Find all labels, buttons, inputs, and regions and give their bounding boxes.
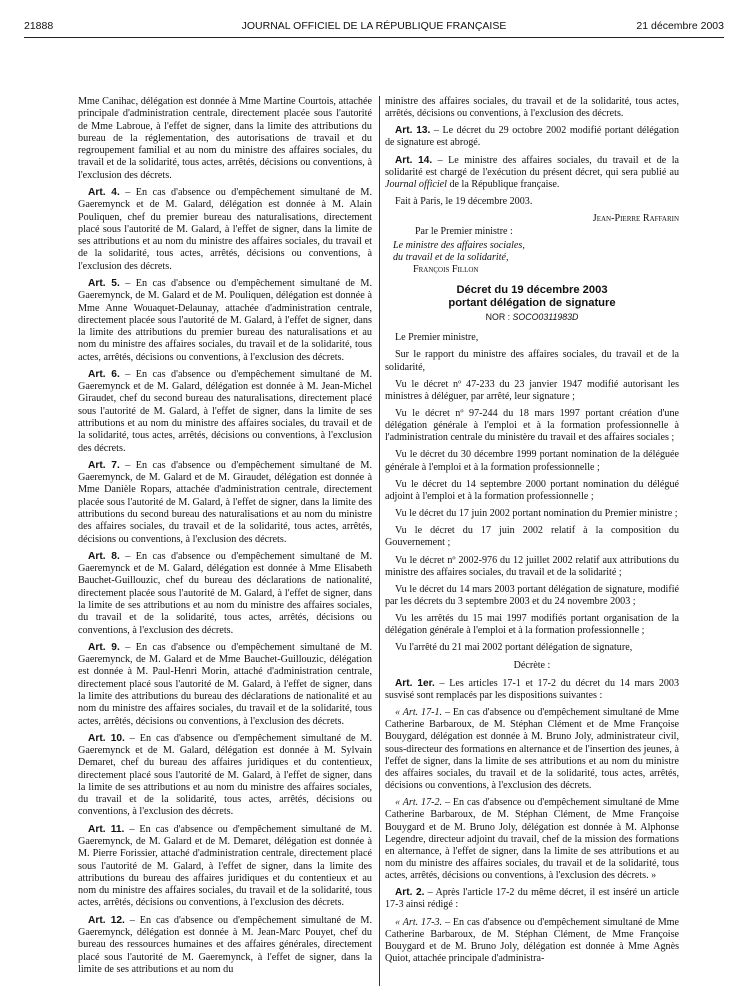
article-label: Art. 6. [88,368,120,380]
article-text: – En cas d'absence ou d'empêchement simultané de M. Gaeremynck et de M. Galard, délégation est donnée à M. Jean-Michel Giraudet, chef du second bureau des naturalisations, directement placé sous l'autorité de M. Galard, à l'effet de signer, dans la limite de ses attributions et au nom du ministre des affaires sociales, du travail et de la solidarité, tous actes, arrêtés, décisions ou conventions, à l'exclusion des décrets. [78,368,372,454]
article [78,460,372,546]
article-14 [385,155,679,191]
by-prime-minister: Par le Premier ministre : [415,226,513,238]
decree-title [385,284,679,310]
article [78,551,372,637]
article-label: Art. 13. [395,125,431,137]
article-label: « Art. 17-3. [395,916,443,928]
nor-code: SOCO0311983D [512,312,579,323]
article-text: – Après l'article 17-2 du même décret, il est inséré un article 17-3 ainsi rédigé : [385,887,679,911]
page-number: 21888 [24,20,54,32]
article-text: – En cas d'absence ou d'empêchement simultané de M. Gaeremynck, de M. Galard et de M. Demaret, délégation est donnée à M. Pierre Forissier, attaché d'administration centrale, directement placé sous l'autorité de M. Galard, à l'effet de signer, dans la limite des attributions du bureau des affaires juridiques et du contentieux et au nom du ministre des affaires sociales, du travail et de la solidarité, tous actes, arrêtés, décisions ou conventions, à l'exclusion des décrets. [78,823,372,909]
nor-label: NOR : [485,312,513,323]
quoted-article-17-2 [385,797,679,882]
article [78,915,372,976]
article-text: – En cas d'absence ou d'empêchement simultané de Mme Catherine Barbaroux, de M. Stéphan Clément, de Mme Françoise Bouygard et de M. Bruno Joly, délégation est donnée à M. Alphonse Legendre, directeur adjoint du travail, chef de la mission des formations en alternance, à l'effet de signer, dans la limite de ses attributions et au nom du ministre des affaires sociales, du travail et de la solidarité, tous actes, arrêtés, décisions ou conventions, à l'exclusion des décrets. » [385,797,680,882]
article-label: « Art. 17-1. [395,707,443,719]
nor-reference [385,311,679,323]
column-separator [379,96,380,986]
right-column [385,96,679,970]
visa-paragraph: Vu le décret nº 2002-976 du 12 juillet 2002 relatif aux attributions du ministre des affaires sociales, du travail et de la solidarité ; [385,554,679,578]
article-text: – En cas d'absence ou d'empêchement simultané de Mme Catherine Barbaroux, de M. Stéphan Clément et de Mme Françoise Bouygard, délégation est donnée à M. Bruno Joly, administrateur civil, sous-directeur des formations en alternance et de l'insertion des jeunes, à l'effet de signer, dans la limite de ses attributions et au nom du ministre des affaires sociales, du travail et de la solidarité, tous actes, arrêtés, décisions ou conventions, à l'exclusion des décrets. [385,707,680,792]
article-label: Art. 14. [395,154,433,166]
minister-title-line-1: Le ministre des affaires sociales, [393,239,525,251]
visa-paragraph: Vu le décret du 17 juin 2002 portant nomination du Premier ministre ; [395,508,678,520]
continuation-paragraph: ministre des affaires sociales, du travail et de la solidarité, tous actes, arrêtés, décisions ou conventions, à l'exclusion des décrets. [385,96,679,120]
visa-paragraph: Vu les arrêtés du 15 mai 1997 modifiés portant organisation de la délégation générale à l'emploi et à la formation professionnelle ; [385,613,679,637]
article-label: Art. 5. [88,277,120,289]
visa-paragraph: Sur le rapport du ministre des affaires sociales, du travail et de la solidarité, [385,349,679,373]
visa-paragraph: Vu le décret nº 97-244 du 18 mars 1997 portant création d'une délégation générale à l'emploi et à la formation professionnelle à l'administration centrale du ministère du travail et des affaires sociales ; [385,407,679,444]
article-label: Art. 12. [88,914,125,926]
article-text: – En cas d'absence ou d'empêchement simultané de M. Gaeremynck, de M. Galard et de M. Pouliquen, délégation est donnée à Mme Anne Wouaquet-Delaunay, attachée d'administration centrale, directement placée sous l'autorité de M. Galard, à l'effet de signer, dans la limite des attributions du premier bureau des naturalisations et au nom du ministre des affaires sociales, du travail et de la solidarité, tous actes, arrêtés, décisions ou conventions, à l'exclusion des décrets. [78,277,372,363]
visa-paragraph: Vu le décret du 17 juin 2002 relatif à la composition du Gouvernement ; [385,525,679,549]
prime-minister-line: Le Premier ministre, [395,332,479,344]
article-text-end: de la République française. [446,178,560,190]
intro-paragraph: Mme Canihac, délégation est donnée à Mme Martine Courtois, attachée principale d'administration centrale, directement placée sous l'autorité de Mme Labroue, à l'effet de signer, dans la limite des attributions du bureau de la réglementation, des autorisations de travail et du regroupement familial et au nom du ministre des affaires sociales, du travail et de la solidarité, tous actes, arrêtés, décisions ou conventions, à l'exclusion des décrets. [78,96,372,181]
article-label: Art. 9. [88,641,120,653]
visa-paragraph: Vu le décret du 14 septembre 2000 portant nomination du délégué adjoint à l'emploi et à la formation professionnelle ; [385,478,679,502]
article [78,824,372,910]
article-label: Art. 1er. [395,677,435,689]
done-at: Fait à Paris, le 19 décembre 2003. [395,196,533,208]
article-text: – En cas d'absence ou d'empêchement simultané de M. Gaeremynck et de M. Galard, délégation est donnée à M. Alain Pouliquen, chef du premier bureau des naturalisations, directement placé sous l'autorité de M. Galard, à l'effet de signer, dans la limite de ses attributions et au nom du ministre des affaires sociales, du travail et de la solidarité, tous actes, arrêtés, décisions ou conventions, à l'exclusion des décrets. [78,186,372,272]
quoted-article-17-1 [385,707,679,792]
article-text: – En cas d'absence ou d'empêchement simultané de M. Gaeremynck, délégation est donnée à M. Jean-Marc Pouyet, chef du bureau des ressources humaines et des affaires générales, directement placé sous l'autorité de M. Gaeremynck, à l'effet de signer, dans la limite de ses attributions et au nom du [78,914,372,975]
article-text: – En cas d'absence ou d'empêchement simultané de M. Gaeremynck, de M. Galard et de M. Giraudet, délégation est donnée à Mme Danièle Ropars, attachée d'administration centrale, directement placée sous l'autorité de M. Galard, à l'effet de signer, dans la limite des attributions du second bureau des naturalisations et au nom du ministre des affaires sociales, du travail et de la solidarité, tous actes, arrêtés, décisions ou conventions, à l'exclusion des décrets. [78,459,372,545]
visa-paragraph: Vu l'arrêté du 21 mai 2002 portant délégation de signature, [395,642,633,654]
page-header [24,20,724,36]
quoted-article-17-3 [385,917,679,966]
article-text: – En cas d'absence ou d'empêchement simultané de M. Gaeremynck, de M. Galard et de Mme Bauchet-Guillouzic, délégation est donnée à M. Paul-Henri Morin, attaché d'administration centrale, directement placé sous l'autorité de M. Galard, à l'effet de signer, dans la limite des attributions du bureau des déclarations de nationalité et au nom du ministre des affaires sociales, du travail et de la solidarité, tous actes, arrêtés, décisions ou conventions, à l'exclusion des décrets. [78,641,372,727]
visas-list [385,349,679,654]
article-text: – En cas d'absence ou d'empêchement simultané de M. Gaeremynck et de M. Galard, délégation est donnée à Mme Elisabeth Bauchet-Guillouzic, chef du bureau des déclarations de nationalité, directement placée sous l'autorité de M. Galard, à l'effet de signer, dans la limite de ses attributions et au nom du ministre des affaires sociales, du travail et de la solidarité, tous actes, arrêtés, décisions ou conventions, à l'exclusion des décrets. [78,550,372,636]
article-label: Art. 2. [395,887,425,899]
visa-paragraph: Vu le décret du 30 décembre 1999 portant nomination de la déléguée générale à l'emploi et à la formation professionnelle ; [385,449,679,473]
article [78,278,372,364]
article-label: Art. 4. [88,186,120,198]
left-column [78,96,372,981]
article-1 [385,678,679,702]
article-text: – En cas d'absence ou d'empêchement simultané de Mme Catherine Barbaroux, de M. Stéphan Clément, de Mme Françoise Bouygard et de M. Bruno Joly, délégation est donnée à Mme Agnès Quiot, attachée principale d'administra- [385,916,680,965]
decree-title-line-1: Décret du 19 décembre 2003 [456,284,608,297]
minister-title-line-2: du travail et de la solidarité, [393,251,509,263]
article-label: Art. 10. [88,732,125,744]
article [78,369,372,455]
article-text: – Le décret du 29 octobre 2002 modifié portant délégation de signature est abrogé. [385,125,679,149]
article [78,733,372,819]
decrete: Décrète : [513,659,551,671]
minister-name: François Fillon [413,263,479,275]
visa-paragraph: Vu le décret du 14 mars 2003 portant délégation de signature, modifié par les décrets du 3 septembre 2003 et du 24 novembre 2003 ; [385,583,679,607]
article-label: « Art. 17-2. [395,797,443,809]
article-label: Art. 7. [88,459,120,471]
article [78,642,372,728]
article [78,187,372,273]
left-articles [78,187,372,976]
article-13 [385,125,679,149]
journal-title: JOURNAL OFFICIEL DE LA RÉPUBLIQUE FRANÇAISE [241,20,507,32]
signatory-name: Jean-Pierre Raffarin [592,213,679,225]
journal-name: Journal officiel [385,178,447,190]
article-text: – Le ministre des affaires sociales, du travail et de la solidarité est chargé de l'exécution du présent décret, qui sera publié au [385,154,679,178]
article-text: – En cas d'absence ou d'empêchement simultané de M. Gaeremynck et de M. Galard, délégation est donnée à M. Sylvain Demaret, chef du bureau des affaires juridiques et du contentieux, directement placé sous l'autorité de M. Galard, à l'effet de signer, dans la limite de ses attributions et au nom du ministre des affaires sociales, du travail et de la solidarité, tous actes, arrêtés, décisions ou conventions, à l'exclusion des décrets. [78,732,372,818]
decree-title-line-2: portant délégation de signature [448,297,616,310]
article-text: – Les articles 17-1 et 17-2 du décret du 14 mars 2003 susvisé sont remplacés par les dispositions suivantes : [385,677,680,701]
header-rule [24,37,724,38]
visa-paragraph: Vu le décret nº 47-233 du 23 janvier 1947 modifié autorisant les ministres à déléguer, par arrêté, leur signature ; [385,378,679,402]
article-label: Art. 11. [88,823,125,835]
article-2 [385,887,679,911]
article-label: Art. 8. [88,550,120,562]
issue-date: 21 décembre 2003 [636,20,724,32]
